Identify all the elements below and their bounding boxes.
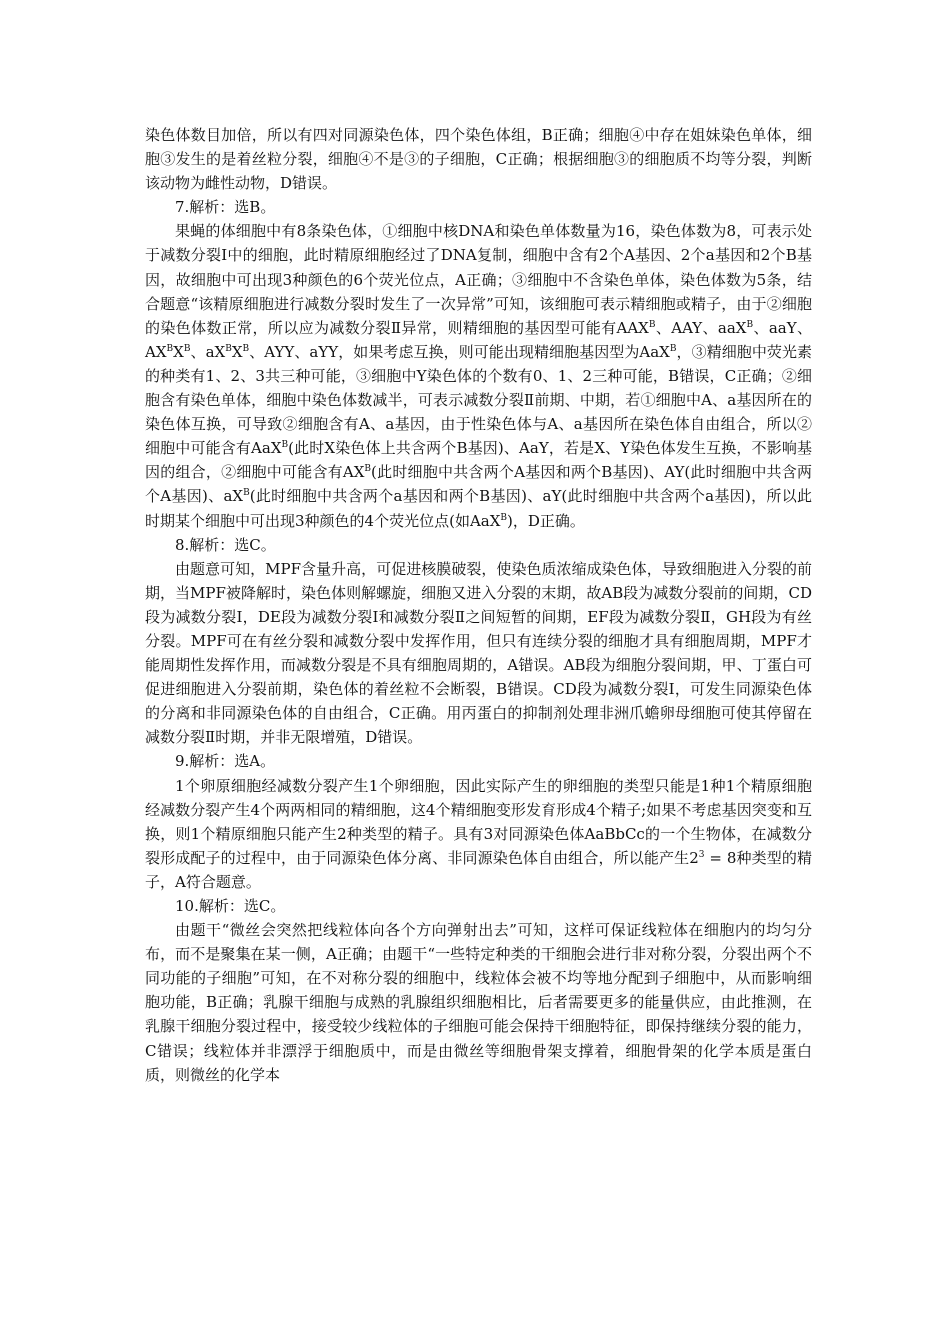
answer-heading-8: 8.解析：选C。 [175, 535, 276, 554]
answer-heading-9: 9.解析：选A。 [175, 752, 276, 771]
document-page [145, 123, 812, 1087]
answer-heading-10: 10.解析：选C。 [175, 897, 286, 915]
answer-heading-7: 7.解析：选B。 [175, 198, 276, 217]
answer-body-9: 1个卵原细胞经减数分裂产生1个卵细胞，因此实际产生的卵细胞的类型只能是1种1个精原细胞经减数分裂产生4个两两相同的精细胞，这4个精细胞变形发育形成4个精子;如果不考虑基因突变和互换，则1个精原细胞只能产生2种类型的精子。具有3对同源染色体AaBbCc的一个生物体，在减数分裂形成配子的过程中，由于同源染色体分离、非同源染色体自由组合，所以能产生$2^3 = 8$种类型的精子，A符合题意。 [145, 776, 812, 891]
paragraph-continuation: 染色体数目加倍，所以有四对同源染色体，四个染色体组，B正确；细胞④中存在姐妹染色单体，细胞③发生的是着丝粒分裂，细胞④不是③的子细胞，C正确；根据细胞③的细胞质不均等分裂，判断该动物为雌性动物，D错误。 [145, 126, 812, 193]
answer-body-10: 由题干“微丝会突然把线粒体向各个方向弹射出去”可知，这样可保证线粒体在细胞内的均匀分布，而不是聚集在某一侧，A正确；由题干“一些特定种类的干细胞会进行非对称分裂，分裂出两个不同功能的子细胞”可知，在不对称分裂的细胞中，线粒体会被不均等地分配到子细胞中，从而影响细胞功能，B正确；乳腺干细胞与成熟的乳腺组织细胞相比，后者需要更多的能量供应，由此推测，在乳腺干细胞分裂过程中，接受较少线粒体的子细胞可能会保持干细胞特征，即保持继续分裂的能力，C错误；线粒体并非漂浮于细胞质中，而是由微丝等细胞骨架支撑着，细胞骨架的化学本质是蛋白质，则微丝的化学本 [145, 921, 812, 1084]
answer-body-8: 由题意可知，MPF含量升高，可促进核膜破裂，使染色质浓缩成染色体，导致细胞进入分裂的前期，当MPF被降解时，染色体则解螺旋，细胞又进入分裂的末期，故AB段为减数分裂前的间期，CD段为减数分裂Ⅰ，DE段为减数分裂Ⅰ和减数分裂Ⅱ之间短暂的间期，EF段为减数分裂Ⅱ，GH段为有丝分裂。MPF可在有丝分裂和减数分裂中发挥作用，但只有连续分裂的细胞才具有细胞周期，MPF才能周期性发挥作用，而减数分裂是不具有细胞周期的，A错误。AB段为细胞分裂间期，甲、丁蛋白可促进细胞进入分裂前期，染色体的着丝粒不会断裂，B错误。CD段为减数分裂Ⅰ，可发生同源染色体的分离和非同源染色体的自由组合，C正确。用丙蛋白的抑制剂处理非洲爪蟾卵母细胞可使其停留在减数分裂Ⅱ时期，并非无限增殖，D错误。 [145, 559, 812, 747]
answer-body-7: 果蝇的体细胞中有8条染色体，①细胞中核DNA和染色单体数量为16，染色体数为8，可表示处于减数分裂Ⅰ中的细胞，此时精原细胞经过了DNA复制，细胞中含有2个A基因、2个a基因和2个B基因，故细胞中可出现3种颜色的6个荧光位点，A正确；③细胞中不含染色单体，染色体数为5条，结合题意“该精原细胞进行减数分裂时发生了一次异常”可知，该细胞可表示精细胞或精子，由于②细胞的染色体数正常，所以应为减数分裂Ⅱ异常，则精细胞的基因型可能有$AAX^B$、AAY、aaX$^B$、aaY、$AX^BX^B$、$aX^BX^B$、AYY、aYY，如果考虑互换，则可能出现精细胞基因型为AaX$^B$，③精细胞中荧光素的种类有1、2、3共三种可能，③细胞中Y染色体的个数有0、1、2三种可能，B错误，C正确；②细胞含有染色单体，细胞中染色体数减半，可表示减数分裂Ⅱ前期、中期，若①细胞中A、a基因所在的染色体互换，可导致②细胞含有A、a基因，由于性染色体与A、a基因所在染色体自由组合，所以②细胞中可能含有AaX$^B$(此时X染色体上共含两个B基因)、AaY，若是X、Y染色体发生互换，不影响基因的组合，②细胞中可能含有$AX^B$(此时细胞中共含两个A基因和两个B基因)、AY(此时细胞中共含两个A基因)、$aX^B$(此时细胞中共含两个a基因和两个B基因)、aY(此时细胞中共含两个a基因)，所以此时期某个细胞中可出现3种颜色的4个荧光位点(如AaX$^B$)，D正确。 [145, 222, 813, 530]
